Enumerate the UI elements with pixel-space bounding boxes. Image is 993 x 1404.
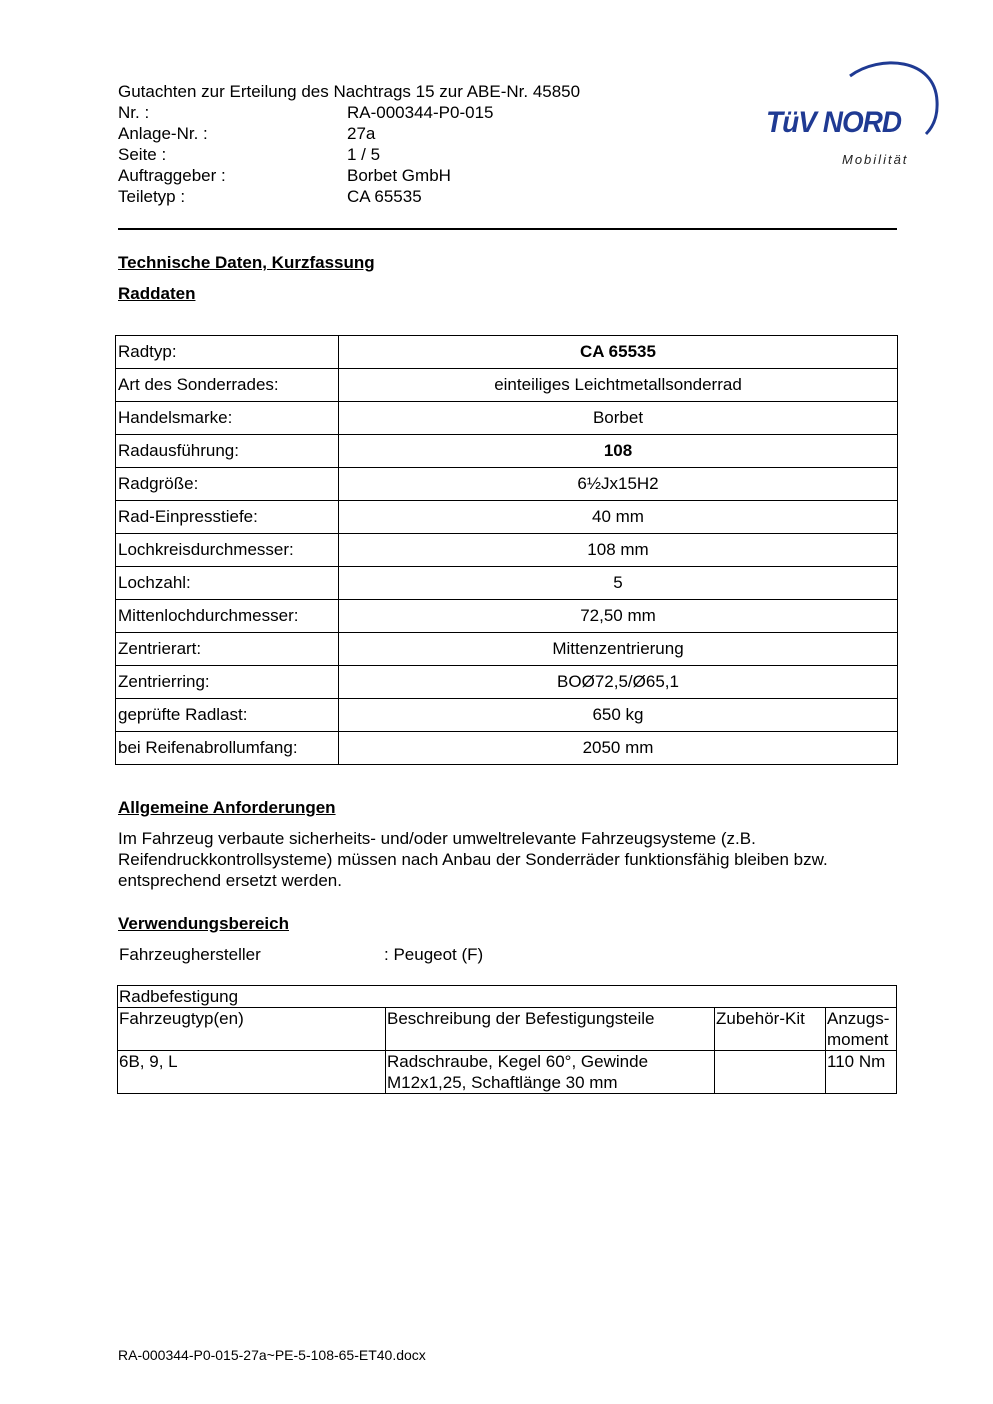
table-row	[116, 633, 898, 666]
wheel-attribute-value: 108	[339, 435, 898, 468]
table-row	[118, 1051, 897, 1094]
logo-subtitle: Mobilität	[842, 152, 909, 167]
table-row	[116, 699, 898, 732]
table-row	[116, 567, 898, 600]
wheel-attribute-label: Zentrierart:	[116, 633, 339, 666]
wheel-attribute-label: Radtyp:	[116, 336, 339, 369]
wheel-attribute-label: Radausführung:	[116, 435, 339, 468]
wheel-attribute-value: 5	[339, 567, 898, 600]
footer-filename: RA-000344-P0-015-27a~PE-5-108-65-ET40.docx	[118, 1347, 426, 1363]
wheel-attribute-label: Lochzahl:	[116, 567, 339, 600]
wheel-data-table	[115, 335, 898, 765]
general-requirements-text: Im Fahrzeug verbaute sicherheits- und/oder umweltrelevante Fahrzeugsysteme (z.B. Reifendruckkontrollsysteme) müssen nach Anbau der Sonderräder funktionsfähig bleiben bzw. entsprechend ersetzt werden.	[118, 829, 828, 890]
wheel-attribute-label: Lochkreisdurchmesser:	[116, 534, 339, 567]
manufacturer-value: : Peugeot (F)	[384, 945, 484, 964]
table-row	[116, 600, 898, 633]
wheel-attribute-value: 72,50 mm	[339, 600, 898, 633]
wheel-attribute-label: geprüfte Radlast:	[116, 699, 339, 732]
section-heading-usage: Verwendungsbereich	[118, 914, 289, 933]
wheel-attribute-value: 650 kg	[339, 699, 898, 732]
table-cell: 110 Nm	[826, 1051, 897, 1094]
header-value: RA-000344-P0-015	[347, 103, 494, 122]
table-row	[118, 986, 897, 1008]
wheel-attribute-label: Rad-Einpresstiefe:	[116, 501, 339, 534]
header-label: Nr. :	[118, 103, 150, 122]
wheel-attribute-label: Handelsmarke:	[116, 402, 339, 435]
column-header: Fahrzeugtyp(en)	[118, 1008, 386, 1051]
document-title: Gutachten zur Erteilung des Nachtrags 15 zur ABE-Nr. 45850	[118, 82, 581, 101]
fixing-caption: Radbefestigung	[118, 986, 897, 1008]
tuv-nord-logo	[760, 56, 945, 176]
section-heading-wheel: Raddaten	[118, 284, 196, 303]
table-row	[116, 336, 898, 369]
section-heading-technical: Technische Daten, Kurzfassung	[118, 253, 375, 272]
table-row	[116, 468, 898, 501]
manufacturer-label: Fahrzeughersteller	[119, 945, 261, 964]
wheel-attribute-value: 108 mm	[339, 534, 898, 567]
table-cell: 6B, 9, L	[118, 1051, 386, 1094]
table-row	[116, 369, 898, 402]
section-heading-general: Allgemeine Anforderungen	[118, 798, 336, 817]
wheel-attribute-value: CA 65535	[339, 336, 898, 369]
table-row	[116, 732, 898, 765]
wheel-attribute-label: Mittenlochdurchmesser:	[116, 600, 339, 633]
table-row	[116, 501, 898, 534]
wheel-attribute-value: einteiliges Leichtmetallsonderrad	[339, 369, 898, 402]
table-row	[116, 435, 898, 468]
wheel-attribute-value: 40 mm	[339, 501, 898, 534]
header-value: CA 65535	[347, 187, 422, 206]
wheel-attribute-value: Borbet	[339, 402, 898, 435]
wheel-attribute-label: bei Reifenabrollumfang:	[116, 732, 339, 765]
header-divider	[118, 228, 897, 230]
table-cell: Radschraube, Kegel 60°, Gewinde M12x1,25, Schaftlänge 30 mm	[386, 1051, 715, 1094]
table-header-row	[118, 1008, 897, 1051]
logo-brand: TüV NORD	[766, 106, 902, 139]
header-value: 27a	[347, 124, 376, 143]
column-header: Beschreibung der Befestigungsteile	[386, 1008, 715, 1051]
wheel-attribute-label: Radgröße:	[116, 468, 339, 501]
header-label: Seite :	[118, 145, 167, 164]
table-row	[116, 402, 898, 435]
header-label: Anlage-Nr. :	[118, 124, 208, 143]
wheel-attribute-label: Art des Sonderrades:	[116, 369, 339, 402]
wheel-attribute-value: Mittenzentrierung	[339, 633, 898, 666]
wheel-attribute-value: 2050 mm	[339, 732, 898, 765]
wheel-fixing-table	[117, 985, 897, 1094]
table-row	[116, 666, 898, 699]
wheel-attribute-value: BOØ72,5/Ø65,1	[339, 666, 898, 699]
wheel-attribute-value: 6½Jx15H2	[339, 468, 898, 501]
wheel-attribute-label: Zentrierring:	[116, 666, 339, 699]
header-value: Borbet GmbH	[347, 166, 451, 185]
header-value: 1 / 5	[347, 145, 381, 164]
table-cell	[715, 1051, 826, 1094]
column-header: Anzugs- moment	[826, 1008, 897, 1051]
column-header: Zubehör-Kit	[715, 1008, 826, 1051]
header-label: Teiletyp :	[118, 187, 186, 206]
header-label: Auftraggeber :	[118, 166, 226, 185]
table-row	[116, 534, 898, 567]
